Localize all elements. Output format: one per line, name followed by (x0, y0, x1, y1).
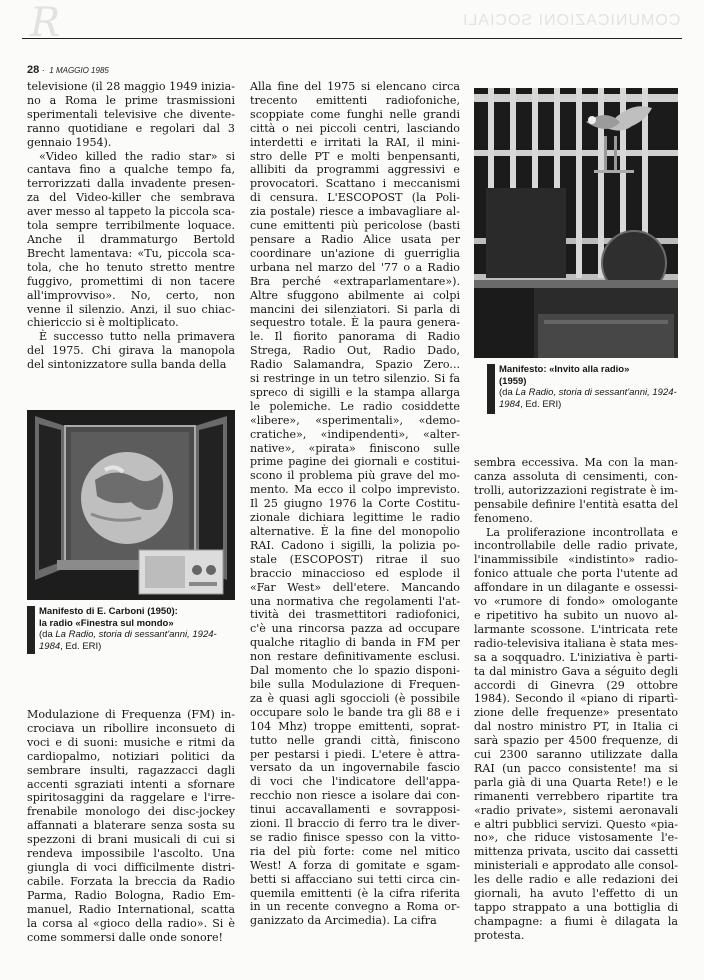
header-ghost-text: COMUNICAZIONI SOCIALI (461, 12, 680, 29)
text-line: allibiti da programmi aggressivi e (250, 163, 460, 177)
text-line: La proliferazione incontrollata e (486, 525, 678, 539)
caption-right-figure (487, 364, 677, 414)
text-line: RAI. Cadono i sigilli, la polizia po- (250, 538, 460, 552)
text-line: crociava un ribollire inconsueto di (27, 721, 235, 735)
text-line: RAI (un pacco consistente! ma si (474, 761, 678, 775)
text-line: la corsa al «gioco della radio». Si è (27, 916, 235, 930)
text-line: Bra perché «extraparlamentare»). (250, 274, 460, 288)
text-line: affondare in un dilagante e ossessi- (474, 581, 678, 595)
text-line: no», che riduce vistosamente l'e- (474, 831, 678, 845)
text-line: canza assoluta di censimenti, con- (474, 469, 678, 483)
text-line: native», «pirata» finiscono sulle (250, 441, 460, 455)
caption-left-line2: la radio «Finestra sul mondo» (39, 617, 174, 629)
text-line: venne il silenzio. Anzi, il suo chiac- (27, 302, 235, 316)
column-3-text (474, 456, 678, 943)
text-line: 104 Mhz) troppe emittenti, soprat- (250, 719, 460, 733)
text-line: cune emittenti più pericolose (basti (250, 219, 460, 233)
caption-left-source: (da La Radio, storia di sessant'anni, 1924-1984, Ed. ERI) (39, 629, 217, 652)
text-line: qualche ritaglio di banda in FM per (250, 636, 460, 650)
text-line: bile sulla Modulazione di Frequen- (250, 677, 460, 691)
text-line: all'improvviso». No, certo, non (27, 288, 235, 302)
text-line: parla già di una Quarta Rete!) e le (474, 775, 678, 789)
text-line: fenomeno. (474, 511, 533, 525)
text-line: ria del più forte: come nel mitico (250, 844, 460, 858)
text-line: c'è una rincorsa pazza ad occupare (250, 622, 460, 636)
text-line: sembrare insulti, ragazzacci dagli (27, 763, 235, 777)
text-line: Brecht lamentava: «Tu, piccola sca- (27, 246, 235, 260)
text-line: no a Roma le prime trasmissioni (27, 93, 235, 107)
text-line: za del Video-killer che sembrava (27, 191, 235, 205)
text-line: dal nostro ministro PT, in Italia ci (474, 720, 678, 734)
text-line: recchio non riesce a isolare dai con- (250, 789, 460, 803)
text-line: stro delle PT e molti benpensanti, (250, 149, 460, 163)
text-line: les delle radio e alle redazioni dei (474, 873, 678, 887)
text-line: ta dal ministro Gava a séguito degli (474, 664, 678, 678)
text-line: si restringe in un tetro silenzio. Si fa (250, 372, 460, 386)
text-line: betti si affacciano sui tetti circa cin- (250, 872, 460, 886)
text-line: quemila emittenti (è la cifra riferita (250, 886, 460, 900)
text-line: del 1975. Chi girava la manopola (27, 344, 235, 358)
figure-bird-cage-poster (474, 88, 678, 358)
text-line: Dal momento che lo spazio disponi- (250, 664, 460, 678)
text-line: e ripetitivo ha subito un nuovo al- (474, 608, 678, 622)
figure-radio-window-poster (27, 410, 235, 600)
caption-marker-bar (487, 364, 495, 414)
text-line: «Video killed the radio star» si (39, 149, 235, 163)
text-line: se radio finisce spesso con la vitto- (250, 830, 460, 844)
text-line: manuel, Radio International, scatta (27, 902, 235, 916)
text-line: coordinare un'azione di guerriglia (250, 246, 460, 260)
text-line: provocatori. Scattano i meccanismi (250, 177, 460, 191)
text-line: Altre sfuggono abilmente ai colpi (250, 288, 460, 302)
text-line: scoppiate come funghi nelle grandi (250, 107, 460, 121)
text-line: Alla fine del 1975 si elencano circa (250, 80, 460, 93)
text-line: spreco di sigilli e la stampa allarga (250, 385, 460, 399)
text-line: prime pagine dei giornali e costitui- (250, 455, 460, 469)
text-line: televisione (il 28 maggio 1949 inizia- (27, 80, 235, 93)
text-line: cabile. Forzata la breccia da Radio (27, 874, 235, 888)
text-line: mittenza privata, uscito dai cassetti (474, 845, 678, 859)
text-line: cardiopalmo, notiziari politici da (27, 749, 235, 763)
text-line: del sintonizzatore sulla banda della (27, 358, 227, 372)
text-line: voci e di suoni: musiche e ritmi da (27, 735, 235, 749)
bird-cage-illustration (474, 88, 678, 358)
text-line: chiericcio si è moltiplicato. (27, 316, 179, 330)
text-line: sa a soqquadro. L'iniziativa è parti- (474, 650, 678, 664)
text-line: rimanenti verrebbero ripartite tra (474, 789, 678, 803)
magazine-logo-mark: R (30, 0, 61, 46)
text-line: versato da un ingovernabile fascio (250, 761, 460, 775)
text-line: vo «rumore di fondo» omologante (474, 595, 678, 609)
text-line: incontrollabile delle radio private, (474, 539, 678, 553)
text-line: «radio private», sistemi aeronavali (474, 803, 678, 817)
text-line: zioni. Il braccio di ferro tra le diver- (250, 817, 460, 831)
text-line: come sommersi dalle onde sonore! (27, 930, 223, 944)
text-line: le. Il fiorito panorama di Radio (250, 330, 460, 344)
text-line: Anche il drammaturgo Bertold (27, 232, 235, 246)
caption-right-line2: (1959) (499, 375, 527, 387)
text-line: spiritosaggini da raggelare e l'irre- (27, 791, 235, 805)
text-line: West! A forza di gomitate e sgam- (250, 858, 460, 872)
text-line: champagne: a fiumi è dilagata la (474, 914, 678, 928)
text-line: in un recente convegno a Roma or- (250, 900, 460, 914)
text-line: giornali, ha avuto l'effetto di un (474, 887, 678, 901)
text-line: ganizzato da Arcimedia). La cifra (250, 914, 437, 928)
text-line: za è quasi agli sgoccioli (è possibile (250, 691, 460, 705)
text-line: mancini dei silenziatori. Si parla di (250, 302, 460, 316)
text-line: rendeva impossibile l'ascolto. Una (27, 847, 235, 861)
caption-left-line1: Manifesto di E. Carboni (1950): (39, 606, 178, 617)
text-line: pensabile definire l'entità esatta del (474, 497, 678, 511)
text-line: 1984). Secondo il «piano di ripartì- (474, 692, 678, 706)
text-line: «libere», «sperimentali», «demo- (250, 413, 460, 427)
text-line: sequestro totale. È la paura genera- (250, 316, 460, 330)
text-line: zionale dichiara legittime le radio (250, 511, 460, 525)
text-line: città o nei piccoli centri, lasciando (250, 121, 460, 135)
text-line: e altri pubblici servizi. Questo «pia- (474, 817, 678, 831)
header-rule (22, 38, 682, 39)
text-line: spezzoni di brani musicali di cui si (27, 833, 235, 847)
text-line: Modulazione di Frequenza (FM) in- (27, 708, 235, 721)
text-line: braccio minaccioso ed esplode il (250, 566, 460, 580)
text-line: tività dei trasmettitori radiofonici, (250, 608, 460, 622)
text-line: pensare a Radio Alice usata per (250, 232, 460, 246)
text-line: sarà spazio per 4500 frequenze, di (474, 734, 678, 748)
text-line: urbana nel marzo del '77 o a Radio (250, 260, 460, 274)
issue-date: 1 MAGGIO 1985 (49, 66, 109, 75)
text-line: accordi di Ginevra (29 ottobre (474, 678, 678, 692)
page-number: 28 (27, 64, 40, 76)
text-line: per pestarsi i piedi. L'etere è attra- (250, 747, 460, 761)
caption-left-figure (27, 606, 235, 654)
column-1-bottom-text (27, 708, 235, 944)
column-1-top-text (27, 80, 235, 372)
caption-right-source: (da La Radio, storia di sessant'anni, 1924-1984, Ed. ERI) (499, 387, 677, 410)
text-line: trecento emittenti radiofoniche, (250, 93, 460, 107)
text-line: tappo strappato a una bottiglia di (474, 901, 678, 914)
caption-right-line1: Manifesto: «Invito alla radio» (499, 364, 630, 375)
text-line: scono il problema più grave del mo- (250, 469, 460, 483)
text-line: ranno quotidiane e regolari dal 3 (27, 121, 235, 135)
text-line: cantava fino a qualche tempo fa, (27, 163, 235, 177)
text-line: zione delle frequenze» presentato (474, 706, 678, 720)
text-line: protesta. (474, 928, 525, 942)
column-2-text (250, 80, 460, 928)
page-header-line: 28 · 1 MAGGIO 1985 (27, 64, 109, 76)
text-line: occupare solo le bande tra gli 88 e i (250, 705, 460, 719)
radio-window-illustration (27, 410, 235, 600)
text-line: cui 2300 saranno utilizzate dalla (474, 748, 678, 762)
text-line: le polemiche. Le radio cosiddette (250, 399, 460, 413)
text-line: di censura. L'ESCOPOST (la Poli- (250, 191, 460, 205)
text-line: sperimentali televisive che divente- (27, 107, 235, 121)
text-line: Parma, Radio Bologna, Radio Em- (27, 888, 235, 902)
text-line: stale (ESCOPOST) ritrae il suo (250, 552, 460, 566)
text-line: tola sempre terribilmente loquace. (27, 219, 235, 233)
text-line: non restare definitivamente esclusi. (250, 650, 460, 664)
text-line: accenti sgraziati intenti a sfornare (27, 777, 235, 791)
text-line: fuggivo, promettimi di non tacere (27, 274, 235, 288)
text-line: di voci che l'indicatore dell'appa- (250, 775, 460, 789)
text-line: zia postale) riesce a imbavagliare al- (250, 205, 460, 219)
text-line: «Far West» dell'etere. Mancando (250, 580, 460, 594)
text-line: interdetti e irritati la RAI, il mini- (250, 135, 460, 149)
text-line: aver messo al tappeto la piccola sca- (27, 205, 235, 219)
text-line: Il 25 giugno 1976 la Corte Costitu- (250, 497, 460, 511)
text-line: fonico attuale che porta l'utente ad (474, 567, 678, 581)
text-line: larmante scossone. L'intricata rete (474, 622, 678, 636)
caption-marker-bar (27, 606, 35, 654)
text-line: affannati a blaterare senza sosta su (27, 819, 235, 833)
text-line: mento. Ma ecco il colpo imprevisto. (250, 483, 460, 497)
text-line: l'inammissibile «indistinto» radio- (474, 553, 678, 567)
text-line: giungla di voci difficilmente distri- (27, 860, 235, 874)
text-line: frenabile monologo dei disc-jockey (27, 805, 235, 819)
text-line: ministeriali e approdato alle consol- (474, 859, 678, 873)
text-line: trolli, autorizzazioni registrate è im- (474, 483, 678, 497)
text-line: tola, che ho tenuto stretto mentre (27, 260, 235, 274)
text-line: tutto nelle grandi città, finiscono (250, 733, 460, 747)
text-line: Radio Salamandra, Spazio Zero... (250, 358, 460, 372)
text-line: terrorizzati dalla invadente presen- (27, 177, 235, 191)
text-line: alternative. È la fine del monopolio (250, 525, 460, 538)
text-line: sembra eccessiva. Ma con la man- (474, 456, 678, 469)
text-line: una normativa che regolamenti l'at- (250, 594, 460, 608)
text-line: tinui accavallamenti e sovrapposi- (250, 803, 460, 817)
text-line: cratiche», «indipendenti», «alter- (250, 427, 460, 441)
text-line: È successo tutto nella primavera (39, 330, 235, 344)
text-line: gennaio 1954). (27, 135, 112, 149)
text-line: Strega, Radio Out, Radio Dado, (250, 344, 460, 358)
text-line: radio-televisiva italiana è stata mes- (474, 636, 678, 650)
